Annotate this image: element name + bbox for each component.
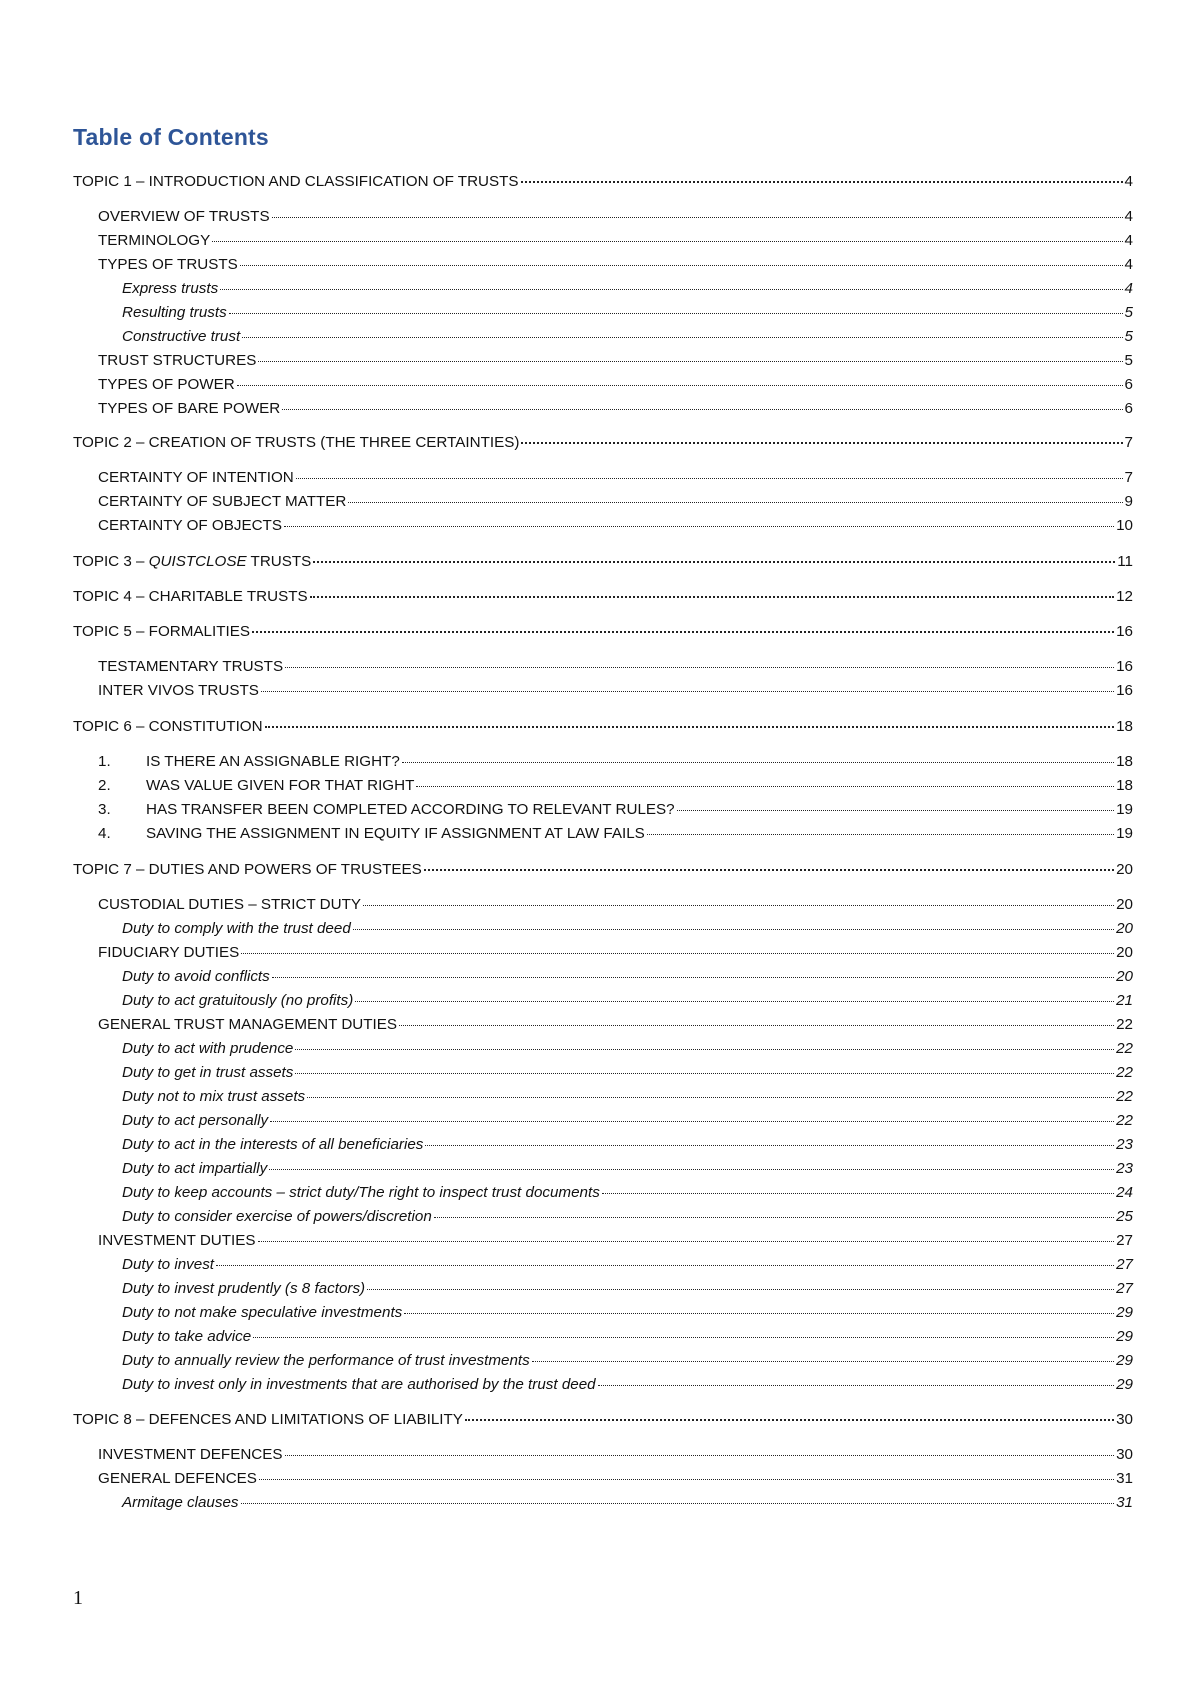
- toc-page-number: 27: [1116, 1256, 1133, 1273]
- toc-page-number: 19: [1116, 825, 1133, 842]
- toc-page-number: 30: [1116, 1411, 1133, 1428]
- toc-entry-text: TOPIC 2 – CREATION OF TRUSTS (THE THREE CERTAINTIES): [73, 434, 520, 451]
- toc-dot-leader: [296, 478, 1123, 479]
- toc-subsection-entry[interactable]: [122, 1160, 1133, 1178]
- toc-dot-leader: [353, 929, 1114, 930]
- toc-dot-leader: [220, 289, 1122, 290]
- toc-page-number: 22: [1116, 1064, 1133, 1081]
- toc-section-entry[interactable]: [98, 493, 1133, 511]
- toc-page-number: 27: [1116, 1280, 1133, 1297]
- toc-page-number: 4: [1124, 173, 1133, 190]
- toc-entry-text: TOPIC 4 – CHARITABLE TRUSTS: [73, 588, 308, 605]
- toc-dot-leader: [355, 1001, 1114, 1002]
- toc-dot-leader: [259, 1479, 1114, 1480]
- toc-entry-text: Duty to invest: [122, 1256, 215, 1273]
- toc-subsection-entry[interactable]: [122, 1352, 1133, 1370]
- toc-entry-text: TOPIC 5 – FORMALITIES: [73, 623, 250, 640]
- toc-dot-leader: [532, 1361, 1114, 1362]
- toc-dot-leader: [284, 526, 1114, 527]
- toc-subsection-entry[interactable]: [122, 968, 1133, 986]
- toc-subsection-entry[interactable]: [122, 1304, 1133, 1322]
- toc-page-number: 22: [1116, 1112, 1133, 1129]
- toc-subsection-entry[interactable]: [122, 1088, 1133, 1106]
- toc-entry-text: Duty to act impartially: [122, 1160, 268, 1177]
- toc-page-number: 20: [1116, 944, 1133, 961]
- toc-entry-text: INTER VIVOS TRUSTS: [98, 682, 259, 699]
- toc-page-number: 29: [1116, 1376, 1133, 1393]
- toc-dot-leader: [295, 1073, 1114, 1074]
- toc-dot-leader: [253, 1337, 1114, 1338]
- toc-entry-text: Duty to act in the interests of all beneficiaries: [122, 1136, 424, 1153]
- toc-dot-leader: [229, 313, 1123, 314]
- toc-entry-text: Express trusts: [122, 280, 219, 297]
- toc-section-entry[interactable]: [98, 1232, 1133, 1250]
- toc-entry-text: TESTAMENTARY TRUSTS: [98, 658, 284, 675]
- toc-page-number: 20: [1116, 896, 1133, 913]
- toc-page-number: 22: [1116, 1016, 1133, 1033]
- toc-dot-leader: [242, 337, 1122, 338]
- toc-entry-number: 3.: [98, 801, 111, 818]
- toc-topic-entry[interactable]: [73, 553, 1133, 571]
- toc-page-number: 16: [1116, 682, 1133, 699]
- toc-subsection-entry[interactable]: [122, 280, 1133, 298]
- toc-entry-text: CERTAINTY OF SUBJECT MATTER: [98, 493, 347, 510]
- toc-dot-leader: [367, 1289, 1114, 1290]
- toc-section-entry[interactable]: [98, 376, 1133, 394]
- toc-entry-text: Duty to act with prudence: [122, 1040, 294, 1057]
- toc-page-number: 31: [1116, 1494, 1133, 1511]
- toc-dot-leader: [348, 502, 1122, 503]
- toc-entry-text: Duty to invest prudently (s 8 factors): [122, 1280, 366, 1297]
- toc-page-number: 4: [1124, 280, 1133, 297]
- toc-section-entry[interactable]: [98, 682, 1133, 700]
- toc-dot-leader: [521, 181, 1123, 183]
- toc-entry-text: Duty to get in trust assets: [122, 1064, 294, 1081]
- toc-topic-entry[interactable]: [73, 434, 1133, 452]
- toc-page-number: 6: [1124, 400, 1133, 417]
- toc-dot-leader: [402, 762, 1114, 763]
- toc-entry-text: [98, 753, 400, 771]
- toc-page-number: 5: [1124, 304, 1133, 321]
- toc-dot-leader: [272, 217, 1123, 218]
- toc-page-number: 4: [1124, 256, 1133, 273]
- toc-subsection-entry[interactable]: [122, 1184, 1133, 1202]
- toc-dot-leader: [521, 442, 1122, 444]
- toc-section-entry[interactable]: [98, 1016, 1133, 1034]
- toc-subsection-entry[interactable]: [122, 1256, 1133, 1274]
- toc-section-entry[interactable]: [98, 1446, 1133, 1464]
- toc-section-entry[interactable]: [98, 352, 1133, 370]
- toc-entry-text: Duty to avoid conflicts: [122, 968, 270, 985]
- toc-page-number: 5: [1124, 352, 1133, 369]
- toc-entry-text: TOPIC 1 – INTRODUCTION AND CLASSIFICATION OF TRUSTS: [73, 173, 519, 190]
- toc-section-entry[interactable]: [98, 208, 1133, 226]
- toc-entry-text: TERMINOLOGY: [98, 232, 211, 249]
- toc-entry-text: TOPIC 7 – DUTIES AND POWERS OF TRUSTEES: [73, 861, 422, 878]
- toc-page-number: 25: [1116, 1208, 1133, 1225]
- toc-section-entry[interactable]: [98, 801, 1133, 819]
- toc-entry-text: Resulting trusts: [122, 304, 227, 321]
- toc-dot-leader: [272, 977, 1114, 978]
- toc-page-number: 18: [1116, 777, 1133, 794]
- toc-dot-leader: [252, 631, 1114, 633]
- toc-entry-text: TYPES OF POWER: [98, 376, 235, 393]
- toc-page-number: 10: [1116, 517, 1133, 534]
- toc-dot-leader: [310, 596, 1114, 598]
- toc-page-number: 20: [1116, 920, 1133, 937]
- toc-entry-text: TOPIC 6 – CONSTITUTION: [73, 718, 263, 735]
- toc-dot-leader: [295, 1049, 1114, 1050]
- toc-section-entry[interactable]: [98, 825, 1133, 843]
- toc-entry-text: CERTAINTY OF OBJECTS: [98, 517, 282, 534]
- toc-section-entry[interactable]: [98, 469, 1133, 487]
- toc-entry-number: 4.: [98, 825, 111, 842]
- toc-dot-leader: [416, 786, 1114, 787]
- toc-dot-leader: [285, 667, 1114, 668]
- toc-entry-text: GENERAL DEFENCES: [98, 1470, 257, 1487]
- toc-title: Table of Contents: [73, 124, 269, 150]
- toc-page-number: 30: [1116, 1446, 1133, 1463]
- toc-page-number: 23: [1116, 1136, 1133, 1153]
- toc-entry-text: Duty to act personally: [122, 1112, 269, 1129]
- toc-entry-text: Duty to consider exercise of powers/discretion: [122, 1208, 432, 1225]
- toc-section-entry[interactable]: [98, 896, 1133, 914]
- toc-dot-leader: [240, 265, 1123, 266]
- toc-entry-text: FIDUCIARY DUTIES: [98, 944, 240, 961]
- toc-page-number: 16: [1116, 658, 1133, 675]
- toc-entry-label: WAS VALUE GIVEN FOR THAT RIGHT: [146, 777, 415, 794]
- toc-dot-leader: [647, 834, 1114, 835]
- toc-page-number: 31: [1116, 1470, 1133, 1487]
- toc-subsection-entry[interactable]: [122, 992, 1133, 1010]
- toc-dot-leader: [285, 1455, 1115, 1456]
- toc-entry-text: Duty to take advice: [122, 1328, 252, 1345]
- toc-dot-leader: [424, 869, 1114, 871]
- toc-topic-entry[interactable]: [73, 861, 1133, 879]
- toc-subsection-entry[interactable]: [122, 1040, 1133, 1058]
- toc-entry-text: Duty to not make speculative investments: [122, 1304, 403, 1321]
- toc-page-number: 18: [1116, 753, 1133, 770]
- toc-section-entry[interactable]: [98, 256, 1133, 274]
- toc-entry-text: TOPIC 8 – DEFENCES AND LIMITATIONS OF LIABILITY: [73, 1411, 463, 1428]
- toc-topic-entry[interactable]: [73, 718, 1133, 736]
- toc-entry-label: SAVING THE ASSIGNMENT IN EQUITY IF ASSIGNMENT AT LAW FAILS: [146, 825, 645, 842]
- toc-entry-text: [73, 553, 311, 571]
- toc-page-number: 7: [1124, 469, 1133, 486]
- toc-page-number: 18: [1116, 718, 1133, 735]
- toc-section-entry[interactable]: [98, 753, 1133, 771]
- toc-topic-entry[interactable]: [73, 1411, 1133, 1429]
- toc-entry-label-italic: QUISTCLOSE: [148, 553, 247, 570]
- toc-page-number: 23: [1116, 1160, 1133, 1177]
- toc-subsection-entry[interactable]: [122, 1376, 1133, 1394]
- toc-page-number: 20: [1116, 861, 1133, 878]
- toc-section-entry[interactable]: [98, 1470, 1133, 1488]
- toc-entry-number: 1.: [98, 753, 111, 770]
- toc-page-number: 7: [1124, 434, 1133, 451]
- toc-page-number: 29: [1116, 1304, 1133, 1321]
- toc-entry-label: TOPIC 3 –: [73, 553, 149, 570]
- toc-page-number: 22: [1116, 1088, 1133, 1105]
- toc-page-number: 24: [1116, 1184, 1133, 1201]
- toc-entry-text: [98, 801, 675, 819]
- toc-section-entry[interactable]: [98, 400, 1133, 418]
- toc-dot-leader: [241, 1503, 1115, 1504]
- toc-page-number: 12: [1116, 588, 1133, 605]
- toc-dot-leader: [265, 726, 1115, 728]
- toc-page-number: 27: [1116, 1232, 1133, 1249]
- toc-dot-leader: [270, 1121, 1114, 1122]
- toc-entry-text: Duty not to mix trust assets: [122, 1088, 306, 1105]
- toc-entry-label: HAS TRANSFER BEEN COMPLETED ACCORDING TO RELEVANT RULES?: [146, 801, 675, 818]
- toc-entry-text: CUSTODIAL DUTIES – STRICT DUTY: [98, 896, 362, 913]
- toc-dot-leader: [241, 953, 1114, 954]
- toc-page-number: 20: [1116, 968, 1133, 985]
- toc-page-number: 21: [1116, 992, 1133, 1009]
- toc-topic-entry[interactable]: [73, 173, 1133, 191]
- toc-page-number: 11: [1117, 553, 1133, 570]
- toc-subsection-entry[interactable]: [122, 1494, 1133, 1512]
- toc-section-entry[interactable]: [98, 944, 1133, 962]
- toc-dot-leader: [313, 561, 1115, 563]
- toc-entry-text: [98, 777, 414, 795]
- toc-section-entry[interactable]: [98, 777, 1133, 795]
- toc-entry-text: INVESTMENT DEFENCES: [98, 1446, 283, 1463]
- toc-entry-text: Duty to keep accounts – strict duty/The right to inspect trust documents: [122, 1184, 600, 1201]
- toc-section-entry[interactable]: [98, 658, 1133, 676]
- toc-entry-text: Armitage clauses: [122, 1494, 239, 1511]
- toc-topic-entry[interactable]: [73, 623, 1133, 641]
- toc-dot-leader: [677, 810, 1115, 811]
- toc-dot-leader: [269, 1169, 1114, 1170]
- toc-entry-text: CERTAINTY OF INTENTION: [98, 469, 294, 486]
- toc-entry-text: GENERAL TRUST MANAGEMENT DUTIES: [98, 1016, 398, 1033]
- toc-page-number: 16: [1116, 623, 1133, 640]
- toc-dot-leader: [404, 1313, 1114, 1314]
- toc-dot-leader: [425, 1145, 1114, 1146]
- toc-entry-number: 2.: [98, 777, 111, 794]
- toc-section-entry[interactable]: [98, 232, 1133, 250]
- toc-entry-text: TYPES OF BARE POWER: [98, 400, 281, 417]
- toc-dot-leader: [258, 361, 1122, 362]
- toc-entry-text: [98, 825, 645, 843]
- toc-page-number: 4: [1124, 232, 1133, 249]
- toc-entry-text: Duty to comply with the trust deed: [122, 920, 351, 937]
- toc-dot-leader: [602, 1193, 1114, 1194]
- page-number: 1: [73, 1587, 83, 1609]
- toc-entry-text: Constructive trust: [122, 328, 241, 345]
- toc-dot-leader: [216, 1265, 1114, 1266]
- toc-subsection-entry[interactable]: [122, 920, 1133, 938]
- toc-dot-leader: [363, 905, 1114, 906]
- toc-page-number: 29: [1116, 1352, 1133, 1369]
- toc-dot-leader: [237, 385, 1123, 386]
- toc-entry-text: Duty to invest only in investments that are authorised by the trust deed: [122, 1376, 596, 1393]
- toc-subsection-entry[interactable]: [122, 1112, 1133, 1130]
- toc-dot-leader: [282, 409, 1122, 410]
- toc-subsection-entry[interactable]: [122, 1280, 1133, 1298]
- toc-page-number: 19: [1116, 801, 1133, 818]
- toc-entry-text: INVESTMENT DUTIES: [98, 1232, 256, 1249]
- toc-entry-text: TRUST STRUCTURES: [98, 352, 257, 369]
- toc-page-number: 29: [1116, 1328, 1133, 1345]
- toc-entry-label: IS THERE AN ASSIGNABLE RIGHT?: [146, 753, 400, 770]
- toc-topic-entry[interactable]: [73, 588, 1133, 606]
- toc-subsection-entry[interactable]: [122, 1208, 1133, 1226]
- toc-entry-text: OVERVIEW OF TRUSTS: [98, 208, 270, 225]
- toc-subsection-entry[interactable]: [122, 1136, 1133, 1154]
- toc-subsection-entry[interactable]: [122, 304, 1133, 322]
- toc-dot-leader: [465, 1419, 1114, 1421]
- toc-subsection-entry[interactable]: [122, 1328, 1133, 1346]
- toc-page-number: 22: [1116, 1040, 1133, 1057]
- toc-dot-leader: [261, 691, 1114, 692]
- toc-entry-text: Duty to annually review the performance of trust investments: [122, 1352, 530, 1369]
- toc-dot-leader: [434, 1217, 1114, 1218]
- toc-dot-leader: [212, 241, 1122, 242]
- toc-entry-text: TYPES OF TRUSTS: [98, 256, 238, 273]
- toc-dot-leader: [307, 1097, 1114, 1098]
- toc-subsection-entry[interactable]: [122, 1064, 1133, 1082]
- toc-entry-label: TRUSTS: [246, 553, 312, 570]
- toc-page-number: 6: [1124, 376, 1133, 393]
- toc-dot-leader: [598, 1385, 1114, 1386]
- toc-page-number: 9: [1124, 493, 1133, 510]
- toc-page-number: 5: [1124, 328, 1133, 345]
- toc-page-number: 4: [1124, 208, 1133, 225]
- toc-dot-leader: [399, 1025, 1114, 1026]
- toc-subsection-entry[interactable]: [122, 328, 1133, 346]
- toc-entry-text: Duty to act gratuitously (no profits): [122, 992, 354, 1009]
- toc-section-entry[interactable]: [98, 517, 1133, 535]
- toc-dot-leader: [258, 1241, 1115, 1242]
